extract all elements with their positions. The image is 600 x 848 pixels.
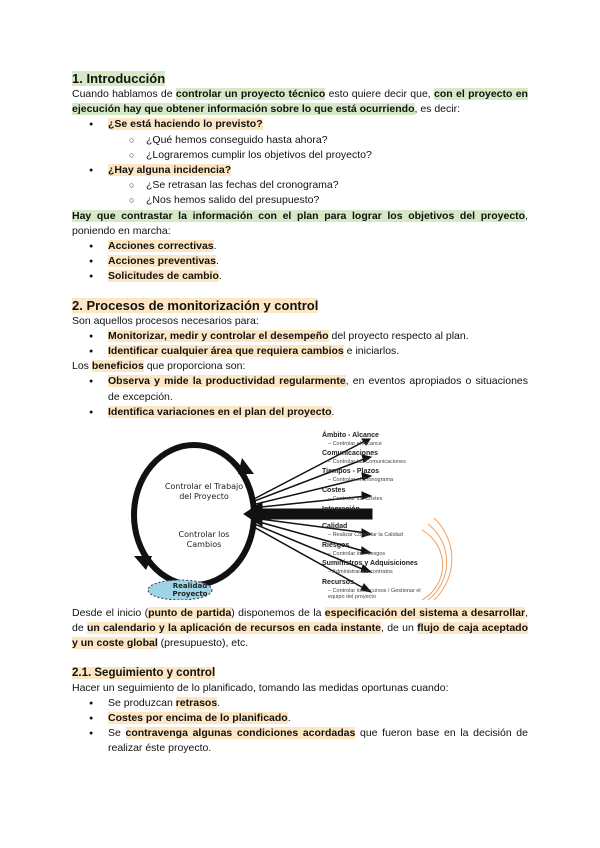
area-sub: – Administrar los contratos — [328, 569, 393, 576]
area-label: Riesgos — [322, 542, 350, 550]
list-item: ● Identifica variaciones en el plan del proyecto. — [72, 405, 528, 420]
starting-point-paragraph: Desde el inicio (punto de partida) disponemos de la especificación del sistema a desarrollar, de un calendario y la aplicación de recursos en cada instante, de un flujo de caja aceptado y un coste global (presupuesto), etc. — [72, 607, 529, 650]
list-item: ● Monitorizar, medir y controlar el desempeño del proyecto respecto al plan. — [72, 329, 528, 344]
intro-paragraph: Cuando hablamos de controlar un proyecto técnico esto quiere decir que, con el proyecto en ejecución hay que obtener información sobre lo que está ocurriendo, es decir: — [72, 88, 528, 116]
cycle-ellipse — [134, 445, 254, 585]
list-item: ○ ¿Qué hemos conseguido hasta ahora? — [72, 133, 528, 148]
cycle-arrowhead — [238, 458, 254, 474]
list-item: ● ¿Se está haciendo lo previsto? ○ ¿Qué hemos conseguido hasta ahora? ○ ¿Lograremos cumplir los objetivos del proyecto? — [72, 117, 528, 163]
benefits-list — [72, 374, 528, 420]
list-item: ● Se contravenga algunas condiciones acordadas que fueron base en la decisión de realizar éste proyecto. — [72, 726, 528, 756]
area-label: Comunicaciones — [322, 450, 379, 458]
section-2-heading: 2. Procesos de monitorización y control — [72, 297, 319, 313]
area-sub: – Controlar las Comunicaciones — [328, 459, 406, 466]
list-item: ● Observa y mide la productividad regularmente, en eventos apropiados o situaciones de excepción. — [72, 374, 528, 404]
list-item: ○ ¿Se retrasan las fechas del cronograma? — [72, 178, 528, 193]
question-list — [72, 117, 528, 208]
actions-list — [72, 239, 528, 285]
area-sub: – Controlar los recursos / Gestionar el equipo del proyecto — [328, 588, 421, 601]
list-item: ● Costes por encima de lo planificado. — [72, 711, 528, 726]
list-item: ● Solicitudes de cambio. — [72, 269, 528, 284]
list-item: ○ ¿Lograremos cumplir los objetivos del proyecto? — [72, 148, 528, 163]
area-sub: – Controlar los Riesgos — [328, 551, 386, 558]
list-item: ● Acciones correctivas. — [72, 239, 528, 254]
control-processes-diagram — [72, 430, 528, 600]
area-label: Recursos — [322, 579, 354, 587]
area-sub: – Controlar el Cronograma — [328, 477, 394, 484]
area-label: Tiempos - Plazos — [322, 468, 380, 476]
area-label: Calidad — [322, 523, 348, 531]
list-item: ○ ¿Nos hemos salido del presupuesto? — [72, 193, 528, 208]
area-sub: – Controlar los Costes — [328, 496, 383, 503]
area-label: Ámbito - Alcance — [322, 432, 379, 440]
area-sub: – Realizar Controlar la Calidad — [328, 532, 403, 539]
center-label-top: Controlar el Trabajo del Proyecto — [164, 482, 244, 502]
tracking-intro: Hacer un seguimiento de lo planificado, tomando las medidas oportunas cuando: — [72, 681, 449, 694]
tracking-list — [72, 696, 528, 757]
section-2-1-heading: 2.1. Seguimiento y control — [72, 666, 216, 679]
processes-intro: Son aquellos procesos necesarios para: — [72, 314, 259, 327]
list-item: ● Acciones preventivas. — [72, 254, 528, 269]
benefits-intro: Los beneficios que proporciona son: — [72, 360, 246, 373]
list-item: ● Se produzcan retrasos. — [72, 696, 528, 711]
contrast-paragraph: Hay que contrastar la información con el plan para lograr los objetivos del proyecto, poniendo en marcha: — [72, 209, 528, 237]
list-item: ● Identificar cualquier área que requiera cambios e iniciarlos. — [72, 344, 528, 359]
cloud-label: Realidad Proyecto — [172, 582, 208, 599]
center-label-bottom: Controlar los Cambios — [178, 530, 230, 550]
diagram-graphic — [122, 430, 462, 600]
processes-list — [72, 329, 528, 359]
area-sub: – Controlar el Alcance — [328, 441, 382, 448]
area-label: Integración — [322, 506, 360, 514]
document-page — [72, 70, 528, 757]
section-1-heading: 1. Introducción — [72, 71, 166, 86]
area-label: Suministros y Adquisiciones — [322, 560, 418, 568]
list-item: ● ¿Hay alguna incidencia? ○ ¿Se retrasan las fechas del cronograma? ○ ¿Nos hemos salido del presupuesto? — [72, 163, 528, 209]
area-label: Costes — [322, 487, 346, 495]
